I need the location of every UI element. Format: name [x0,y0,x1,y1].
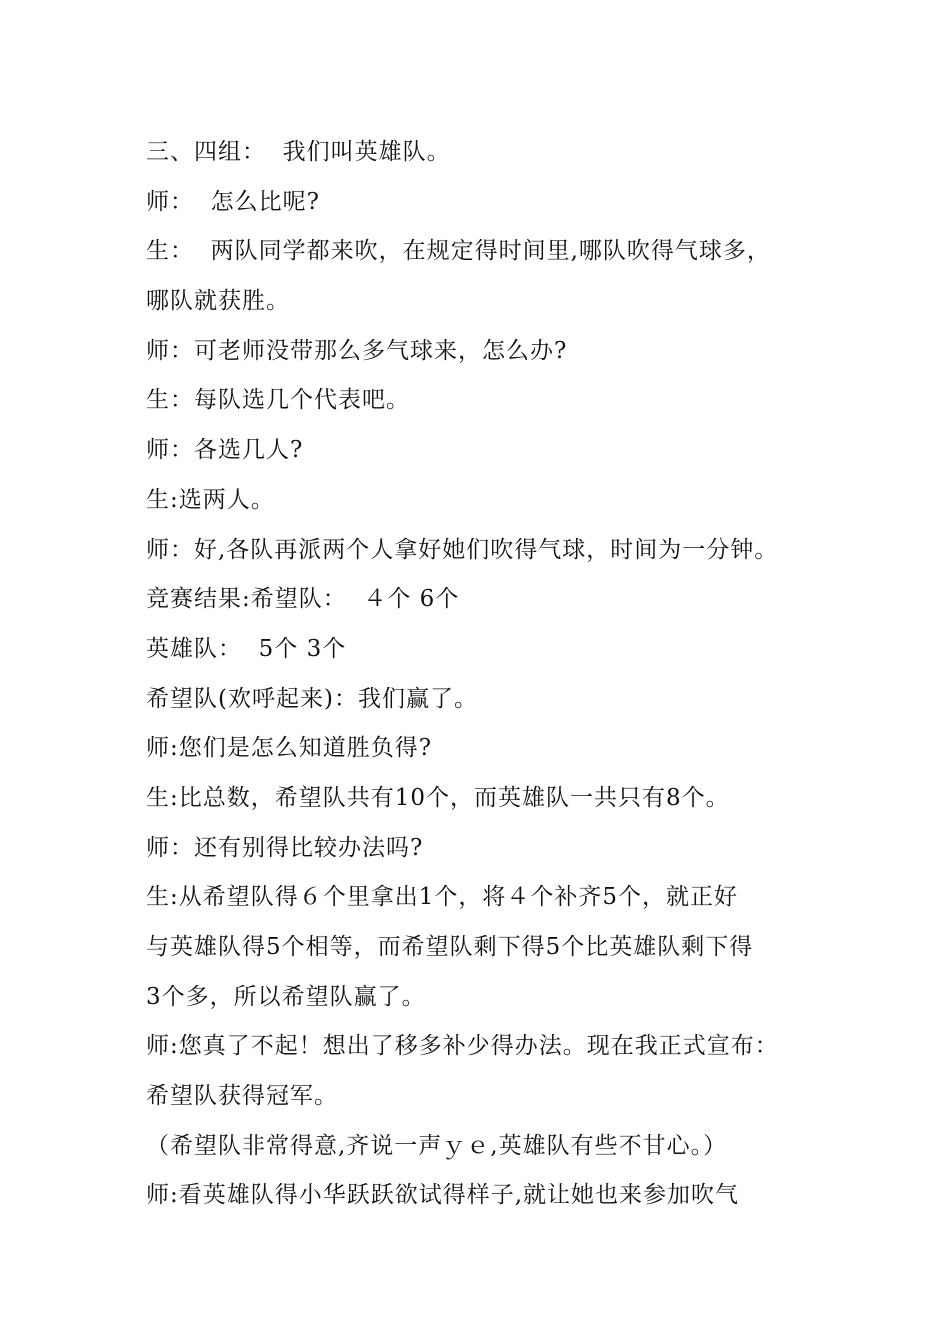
text-line: 师： 怎么比呢? [146,188,320,215]
body-text [146,128,826,1221]
text-line: 生:选两人。 [146,486,275,513]
text-line: 与英雄队得5个相等，而希望队剩下得5个比英雄队剩下得 [146,934,754,960]
text-line: 师:您真了不起！想出了移多补少得办法。现在我正式宣布： [146,1033,779,1060]
text-line: 师:您们是怎么知道胜负得? [146,735,433,762]
text-line: 师:看英雄队得小华跃跃欲试得样子,就让她也来参加吹气 [146,1182,740,1209]
text-line: 竞赛结果:希望队： ４个 6个 [146,586,460,613]
text-line: 师：各选几人? [146,437,304,464]
text-line: 希望队获得冠军。 [146,1083,338,1110]
text-line: 希望队(欢呼起来)：我们赢了。 [146,685,478,712]
text-line: 生： 两队同学都来吹，在规定得时间里,哪队吹得气球多， [146,238,771,265]
text-line: 师：还有别得比较办法吗? [146,834,424,861]
text-line: 3个多，所以希望队赢了。 [146,983,426,1010]
text-line: 生:比总数，希望队共有10个，而英雄队一共只有8个。 [146,784,730,811]
text-line: （希望队非常得意,齐说一声ｙｅ,英雄队有些不甘心。） [146,1132,728,1159]
text-line: 师：可老师没带那么多气球来，怎么办? [146,337,568,364]
text-line: 哪队就获胜。 [146,288,290,315]
text-line: 生：每队选几个代表吧。 [146,387,410,414]
text-line: 师：好,各队再派两个人拿好她们吹得气球，时间为一分钟。 [146,536,779,563]
text-line: 英雄队： 5个 3个 [146,635,347,662]
text-line: 三、四组： 我们叫英雄队。 [146,139,451,165]
text-line: 生:从希望队得６个里拿出1个，将４个补齐5个，就正好 [146,884,739,911]
